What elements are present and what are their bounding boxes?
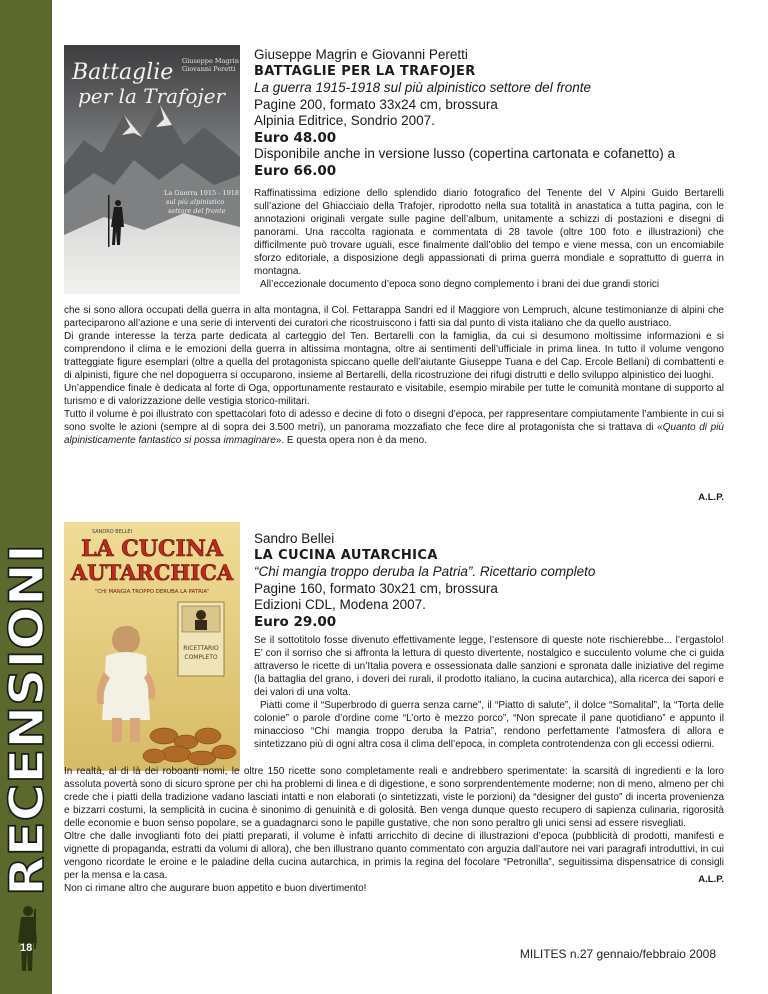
svg-text:AUTARCHICA: AUTARCHICA <box>70 560 234 585</box>
review1-subtitle: La guerra 1915-1918 sul più alpinistico settore del fronte <box>254 80 591 95</box>
svg-text:RICETTARIO: RICETTARIO <box>183 645 219 652</box>
review1-authors: Giuseppe Magrin e Giovanni Peretti <box>254 47 468 62</box>
section-sidebar <box>0 0 55 994</box>
review2-publisher: Edizioni CDL, Modena 2007. <box>254 597 426 612</box>
review1-quote: Quanto di più alpinisticamente fantastico si possa immaginare <box>64 422 724 447</box>
svg-text:COMPLETO: COMPLETO <box>184 654 218 661</box>
review2-subtitle: “Chi mangia troppo deruba la Patria”. Ricettario completo <box>254 564 596 579</box>
cover-authors <box>182 57 239 73</box>
svg-text:settore del fronte: settore del fronte <box>168 207 226 215</box>
page-footer: MILITES n.27 gennaio/febbraio 2008 <box>519 947 716 961</box>
review1-paragraph-2-cont: che si sono allora occupati della guerra in alta montagna, il Col. Fettarappa Sandri ed il Maggiore von Lempruch, alcune testimonianze di alpini che parteciparono all’azione e una serie di interventi dei curatori che ricostruiscono i fatti sia dal punto di vista italiano che da quello austriaco. <box>64 305 724 330</box>
cover-author: SANDRO BELLEI <box>92 529 133 535</box>
review1-price: Euro 48.00 <box>254 129 337 146</box>
review1-deluxe-price: Euro 66.00 <box>254 162 337 179</box>
review1-pages-format: Pagine 200, formato 33x24 cm, brossura <box>254 96 498 112</box>
review2-price: Euro 29.00 <box>254 613 337 630</box>
review1-title: BATTAGLIE PER LA TRAFOJER <box>254 63 476 79</box>
review2-signature: A.L.P. <box>698 874 724 885</box>
svg-text:sul più alpinistico: sul più alpinistico <box>166 198 225 206</box>
review2-authors: Sandro Bellei <box>254 531 335 546</box>
review1-metadata <box>254 47 724 179</box>
review2-paragraph-3: In realtà, al di là dei roboanti nomi, le oltre 150 ricette sono completamente reali e andrebbero sperimentate: la scarsità di ingredienti e la loro assoluta povertà sono di sicuro sprone per chi ha problemi di linea e di digestione, e sono sorprendentemente moderne; non di meno, almeno per chi crede che i piatti della tradizione vadano lasciati intatti e non elaborati (o sintetizzati, viste le porzioni) da “designer del gusto” di incerta provenienza e bizzarri costumi, la semplicità in cucina è sinonimo di genuinità e di golosità. Ben venga dunque questo recupero di sapienza culinaria, rigorosità delle economie e buon senso popolare, se a guadagnarci sono le papille gustative, che non sono peraltro gli unici sensi ad essere risvegliati. <box>64 766 724 830</box>
soldier-silhouette-icon <box>12 905 42 975</box>
review1-paragraph-4: Un’appendice finale è dedicata al forte di Oga, opportunamente restaurato e visitabile, esempio mirabile per tutte le comunità montane di supporto al turismo e di valorizzazione delle vestigia storico-militari. <box>64 383 724 408</box>
review1-signature: A.L.P. <box>698 492 724 503</box>
review1-paragraph-1: Raffinatissima edizione dello splendido diario fotografico del Tenente del V Alpini Guido Bertarelli sull’azione del Ghiacciaio della Trafojer, riprodotto nella sua totalità in anastatica a tutta pagina, con le annotazioni originali vergate sulle pagine dell’album, unitamente a schizzi di postazioni e disegni di panorami. Una raccolta ragionata e commentata di 28 tavole (oltre 100 foto e illustrazioni) che difficilmente può trovare uguali, esce finalmente dall’oblio del tempo e viene messa, con un encomiabile sforzo editoriale, a disposizione degli appassionati di prima guerra mondiale e soprattutto di guerra in montagna. <box>254 188 724 278</box>
review1-body-full <box>64 304 724 448</box>
svg-text:La Guerra 1915 - 1918: La Guerra 1915 - 1918 <box>164 189 240 197</box>
svg-text:Giuseppe Magrin: Giuseppe Magrin <box>182 57 239 65</box>
section-label <box>0 540 55 900</box>
review1-paragraph-5: Tutto il volume è poi illustrato con spettacolari foto di adesso e decine di foto o disegni d’epoca, per rappresentare compiutamente l’ambiente in cui si sono svolte le azioni (sempre al di sopra dei 3.500 metri), un panorama mozzafiato che fece dire al protagonista che si trattava di «Quanto di più alpinisticamente fantastico si possa immaginare». E questa opera non è da meno. <box>64 409 724 447</box>
review1-body-side <box>254 187 724 291</box>
cover-title <box>70 536 234 585</box>
book-cover-trafojer <box>64 45 240 294</box>
page-number: 18 <box>20 942 33 954</box>
svg-text:RECENSIONI: RECENSIONI <box>0 573 55 896</box>
review2-paragraph-4: Oltre che dalle invoglianti foto dei piatti preparati, il volume è infatti arricchito di decine di illustrazioni d’epoca (pubblicità di prodotti, manifesti e vignette di propaganda, estratti da volumi di allora), che ben illustrano quanto commentato con arguzia dall’autore nei vari paragrafi introduttivi, in cui vengono ricordate le eroine e le paladine della cucina autarchica, in primis la regina del focolare “Petronilla”, seguitissima dispensatrice di consigli per la mensa e la casa. <box>64 831 724 882</box>
review2-body-side <box>254 634 724 751</box>
review2-paragraph-1: Se il sottotitolo fosse divenuto effettivamente legge, l’estensore di queste note rischierebbe... l’ergastolo! E’ con il sorriso che si affronta la lettura di questo divertente, nostalgico e succulento volume che ci guida attraverso le ricette di un’Italia povera e ossessionata dalle sanzioni e spronata dalle iniziative del regime (la battaglia del grano, i doveri dei rurali, il prodotto italiano, la cucina autarchica), alla ricerca dei sapori e dei valori di una volta. <box>254 635 724 699</box>
review1-deluxe-note: Disponibile anche in versione lusso (copertina cartonata e cofanetto) a <box>254 146 675 161</box>
svg-text:LA CUCINA: LA CUCINA <box>81 536 223 562</box>
review2-body-full <box>64 765 724 895</box>
review1-paragraph-3: Di grande interesse la terza parte dedicata al carteggio del Ten. Bertarelli con la famiglia, da cui si desumono moltissime informazioni e si comprendono il clima e le emozioni della guerra in altissima montagna, oltre ai sentimenti dell’ufficiale in prima linea. In tutto il volume vengono tratteggiate figure esemplari (oltre a quella del protagonista spiccano quelle dell’aiutante Giuseppe Tuana e del Cap. Ercole Bellani) di combattenti e di alpinisti, figure che nel dopoguerra si occuparono, insieme al Bertarelli, della ricostruzione dei rifugi distrutti e dello sviluppo alpinistico dei luoghi. <box>64 331 724 382</box>
review1-paragraph-2-start: All’eccezionale documento d’epoca sono degno complemento i brani dei due grandi storici <box>260 279 660 291</box>
cover-tagline: “CHI MANGIA TROPPO DERUBA LA PATRIA” <box>94 589 210 595</box>
cover-title-line1: Battaglie <box>72 60 174 85</box>
review2-pages-format: Pagine 160, formato 30x21 cm, brossura <box>254 580 498 596</box>
review2-title: LA CUCINA AUTARCHICA <box>254 547 438 563</box>
svg-text:Giovanni Peretti: Giovanni Peretti <box>182 65 236 73</box>
review2-paragraph-2: Piatti come il “Superbrodo di guerra senza carne”, il “Piatto di salute”, il dolce “Somalital”, la “Torta delle colonie” o parole d’ordine come “L’orto è mezzo porco”, “Non sprecate il pane quotidiano” e appunto il minaccioso “Chi mangia troppo deruba la Patria”, rendono perfettamente l’atmosfera di allora e sintetizzano più di ogni altra cosa il clima dell’epoca, in completa controtendenza con gli eccessi odierni. <box>254 700 724 751</box>
book-cover-cucina-autarchica <box>64 522 240 771</box>
cover-title-line2: per la Trafojer <box>78 84 226 108</box>
review1-publisher: Alpinia Editrice, Sondrio 2007. <box>254 113 435 128</box>
review2-metadata <box>254 531 595 630</box>
review2-paragraph-5: Non ci rimane altro che augurare buon appetito e buon divertimento! <box>64 883 367 895</box>
